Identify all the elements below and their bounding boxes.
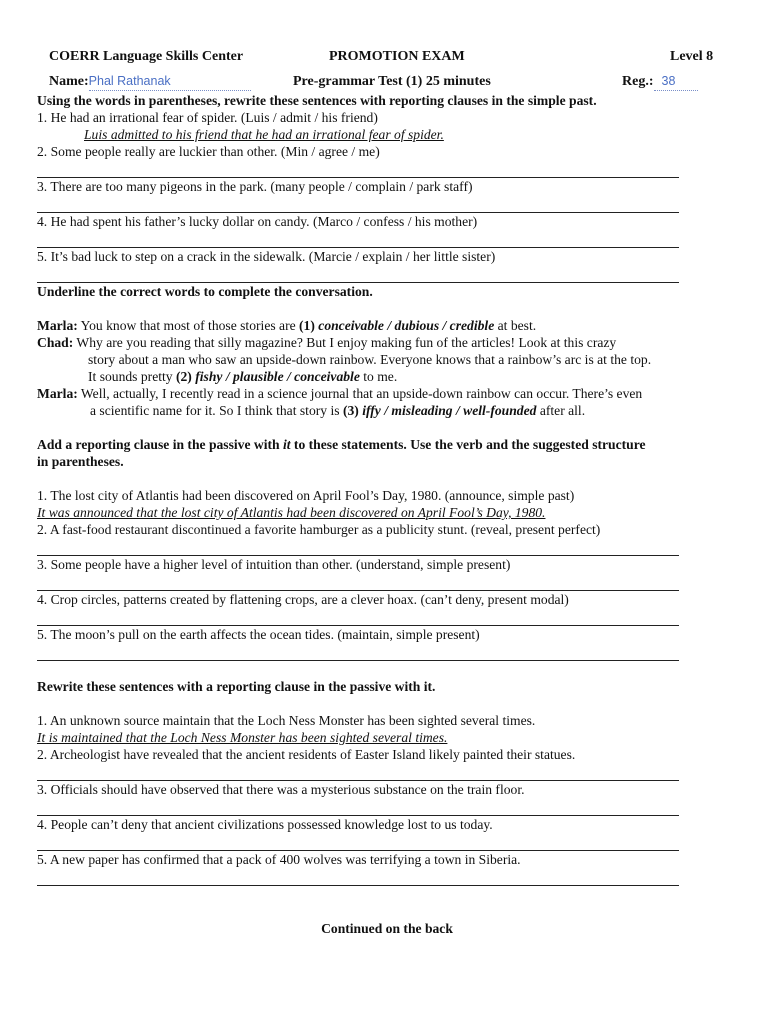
- answer-line: [37, 868, 679, 886]
- answer-line: [37, 195, 679, 213]
- s4-item-1: 1. An unknown source maintain that the Loch Ness Monster has been sighted several times.: [37, 713, 536, 728]
- s3-item-1: 1. The lost city of Atlantis had been discovered on April Fool’s Day, 1980. (announce, simple past): [37, 488, 575, 503]
- answer-line: [37, 608, 679, 626]
- s3-item-4: 4. Crop circles, patterns created by flattening crops, are a clever hoax. (can’t deny, present modal): [37, 592, 569, 607]
- name-field: Name:Phal Rathanak: [49, 73, 251, 91]
- s4-item-3: 3. Officials should have observed that there was a mysterious substance on the train floor.: [37, 782, 525, 797]
- exam-title: PROMOTION EXAM: [329, 49, 465, 64]
- answer-line: [37, 833, 679, 851]
- dialog-chad-3: It sounds pretty (2) fishy / plausible / conceivable to me.: [88, 369, 398, 384]
- answer-line: [37, 265, 679, 283]
- center-name: COERR Language Skills Center: [49, 49, 244, 64]
- answer-line: [37, 230, 679, 248]
- header-row-2: [37, 73, 737, 92]
- dialog-chad: Chad: Why are you reading that silly magazine? But I enjoy making fun of the articles! Look at this crazy: [37, 335, 617, 350]
- dialog-marla-2b: a scientific name for it. So I think that story is (3) iffy / misleading / well-founded after all.: [90, 403, 586, 418]
- reg-field: Reg.: 38: [622, 73, 698, 91]
- s3-item-5: 5. The moon’s pull on the earth affects the ocean tides. (maintain, simple present): [37, 627, 480, 642]
- answer-line: [37, 573, 679, 591]
- answer-line: [37, 538, 679, 556]
- s3-answer-1: It was announced that the lost city of Atlantis had been discovered on April Fool’s Day, 1980.: [37, 505, 546, 520]
- s1-item-4: 4. He had spent his father’s lucky dollar on candy. (Marco / confess / his mother): [37, 214, 478, 229]
- header-row-1: [37, 48, 737, 67]
- answer-line: [37, 763, 679, 781]
- section3-instruction: Add a reporting clause in the passive with it to these statements. Use the verb and the suggested structure: [37, 437, 646, 452]
- s1-answer-1: Luis admitted to his friend that he had an irrational fear of spider.: [84, 127, 444, 142]
- s1-item-2: 2. Some people really are luckier than other. (Min / agree / me): [37, 144, 380, 159]
- dialog-marla-1: Marla: You know that most of those stories are (1) conceivable / dubious / credible at best.: [37, 318, 537, 333]
- s3-item-3: 3. Some people have a higher level of intuition than other. (understand, simple present): [37, 557, 511, 572]
- dialog-marla-2: Marla: Well, actually, I recently read in a science journal that an upside-down rainbow can occur. There’s even: [37, 386, 643, 401]
- s3-item-2: 2. A fast-food restaurant discontinued a favorite hamburger as a publicity stunt. (reveal, present perfect): [37, 522, 601, 537]
- answer-line: [37, 160, 679, 178]
- dialog-chad-2: story about a man who saw an upside-down rainbow. Everyone knows that a rainbow’s arc is at the top.: [88, 352, 652, 367]
- section1-instruction: Using the words in parentheses, rewrite these sentences with reporting clauses in the simple past.: [37, 93, 597, 108]
- answer-line: [37, 798, 679, 816]
- s4-answer-1: It is maintained that the Loch Ness Monster has been sighted several times.: [37, 730, 448, 745]
- section3-instruction-2: in parentheses.: [37, 454, 124, 469]
- reg-number: 38: [661, 74, 676, 88]
- level-label: Level 8: [670, 49, 714, 64]
- test-title: Pre-grammar Test (1) 25 minutes: [293, 74, 491, 89]
- s1-item-3: 3. There are too many pigeons in the park. (many people / complain / park staff): [37, 179, 473, 194]
- s1-item-1: 1. He had an irrational fear of spider. (Luis / admit / his friend): [37, 110, 378, 125]
- footer-continued: Continued on the back: [321, 921, 453, 936]
- s4-item-4: 4. People can’t deny that ancient civilizations possessed knowledge lost to us today.: [37, 817, 493, 832]
- s1-item-5: 5. It’s bad luck to step on a crack in the sidewalk. (Marcie / explain / her little sister): [37, 249, 496, 264]
- section2-instruction: Underline the correct words to complete the conversation.: [37, 284, 373, 299]
- exam-page: [37, 48, 737, 937]
- s4-item-2: 2. Archeologist have revealed that the ancient residents of Easter Island likely painted their statues.: [37, 747, 576, 762]
- section4-instruction: Rewrite these sentences with a reporting clause in the passive with it.: [37, 679, 436, 694]
- answer-line: [37, 643, 679, 661]
- student-name: Phal Rathanak: [88, 74, 171, 88]
- s4-item-5: 5. A new paper has confirmed that a pack of 400 wolves was terrifying a town in Siberia.: [37, 852, 521, 867]
